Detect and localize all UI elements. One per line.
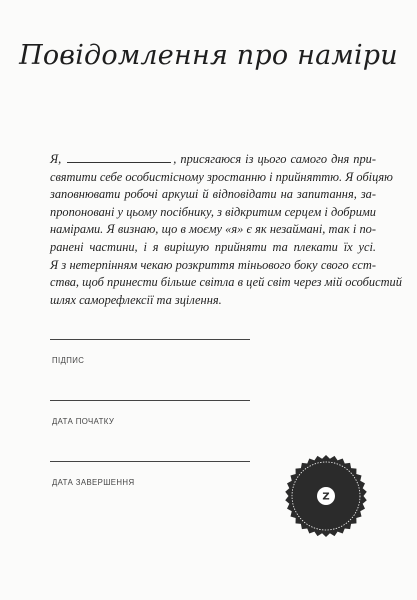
signature-label: ПІДПИС bbox=[52, 356, 85, 365]
pledge-text bbox=[50, 151, 402, 309]
page-title: Повідомлення про наміри bbox=[19, 40, 398, 71]
end-date-label: ДАТА ЗАВЕРШЕННЯ bbox=[52, 478, 135, 487]
pledge-line-2: святити себе особистісному зростанню і прийняттю. Я обіцяю bbox=[50, 169, 393, 184]
pledge-line-8: ства, щоб принести більше світла в цей світ через мій особистий bbox=[50, 275, 402, 290]
pledge-line-6: ранені частини, і я вирішую прийняти та плекати їх усі. bbox=[50, 239, 376, 254]
end-date-line[interactable] bbox=[50, 461, 250, 462]
zeitgeist-seal-icon bbox=[284, 454, 368, 538]
pledge-line-3: заповнювати робочі аркуші й відповідати на запитання, за- bbox=[50, 187, 376, 202]
seal-logo-letter: Z bbox=[322, 491, 330, 503]
start-date-label: ДАТА ПОЧАТКУ bbox=[52, 417, 115, 426]
signature-line[interactable] bbox=[50, 339, 250, 340]
pledge-line-4: пропоновані у цьому посібнику, з відкритим серцем і добрими bbox=[50, 204, 376, 219]
start-date-line[interactable] bbox=[50, 400, 250, 401]
pledge-line-5: намірами. Я визнаю, що в моєму «я» є як незаймані, так і по- bbox=[50, 222, 376, 237]
pledge-line-7: Я з нетерпінням чекаю розкриття тіньового боку свого єст- bbox=[50, 257, 376, 272]
pledge-line-1 bbox=[50, 151, 376, 169]
name-blank-field[interactable] bbox=[67, 151, 171, 163]
pledge-line-1-start: Я, bbox=[50, 152, 62, 166]
pledge-line-9: шлях саморефлексії та зцілення. bbox=[50, 292, 222, 307]
pledge-line-1-end: , присягаюся із цього самого дня при- bbox=[173, 152, 376, 166]
